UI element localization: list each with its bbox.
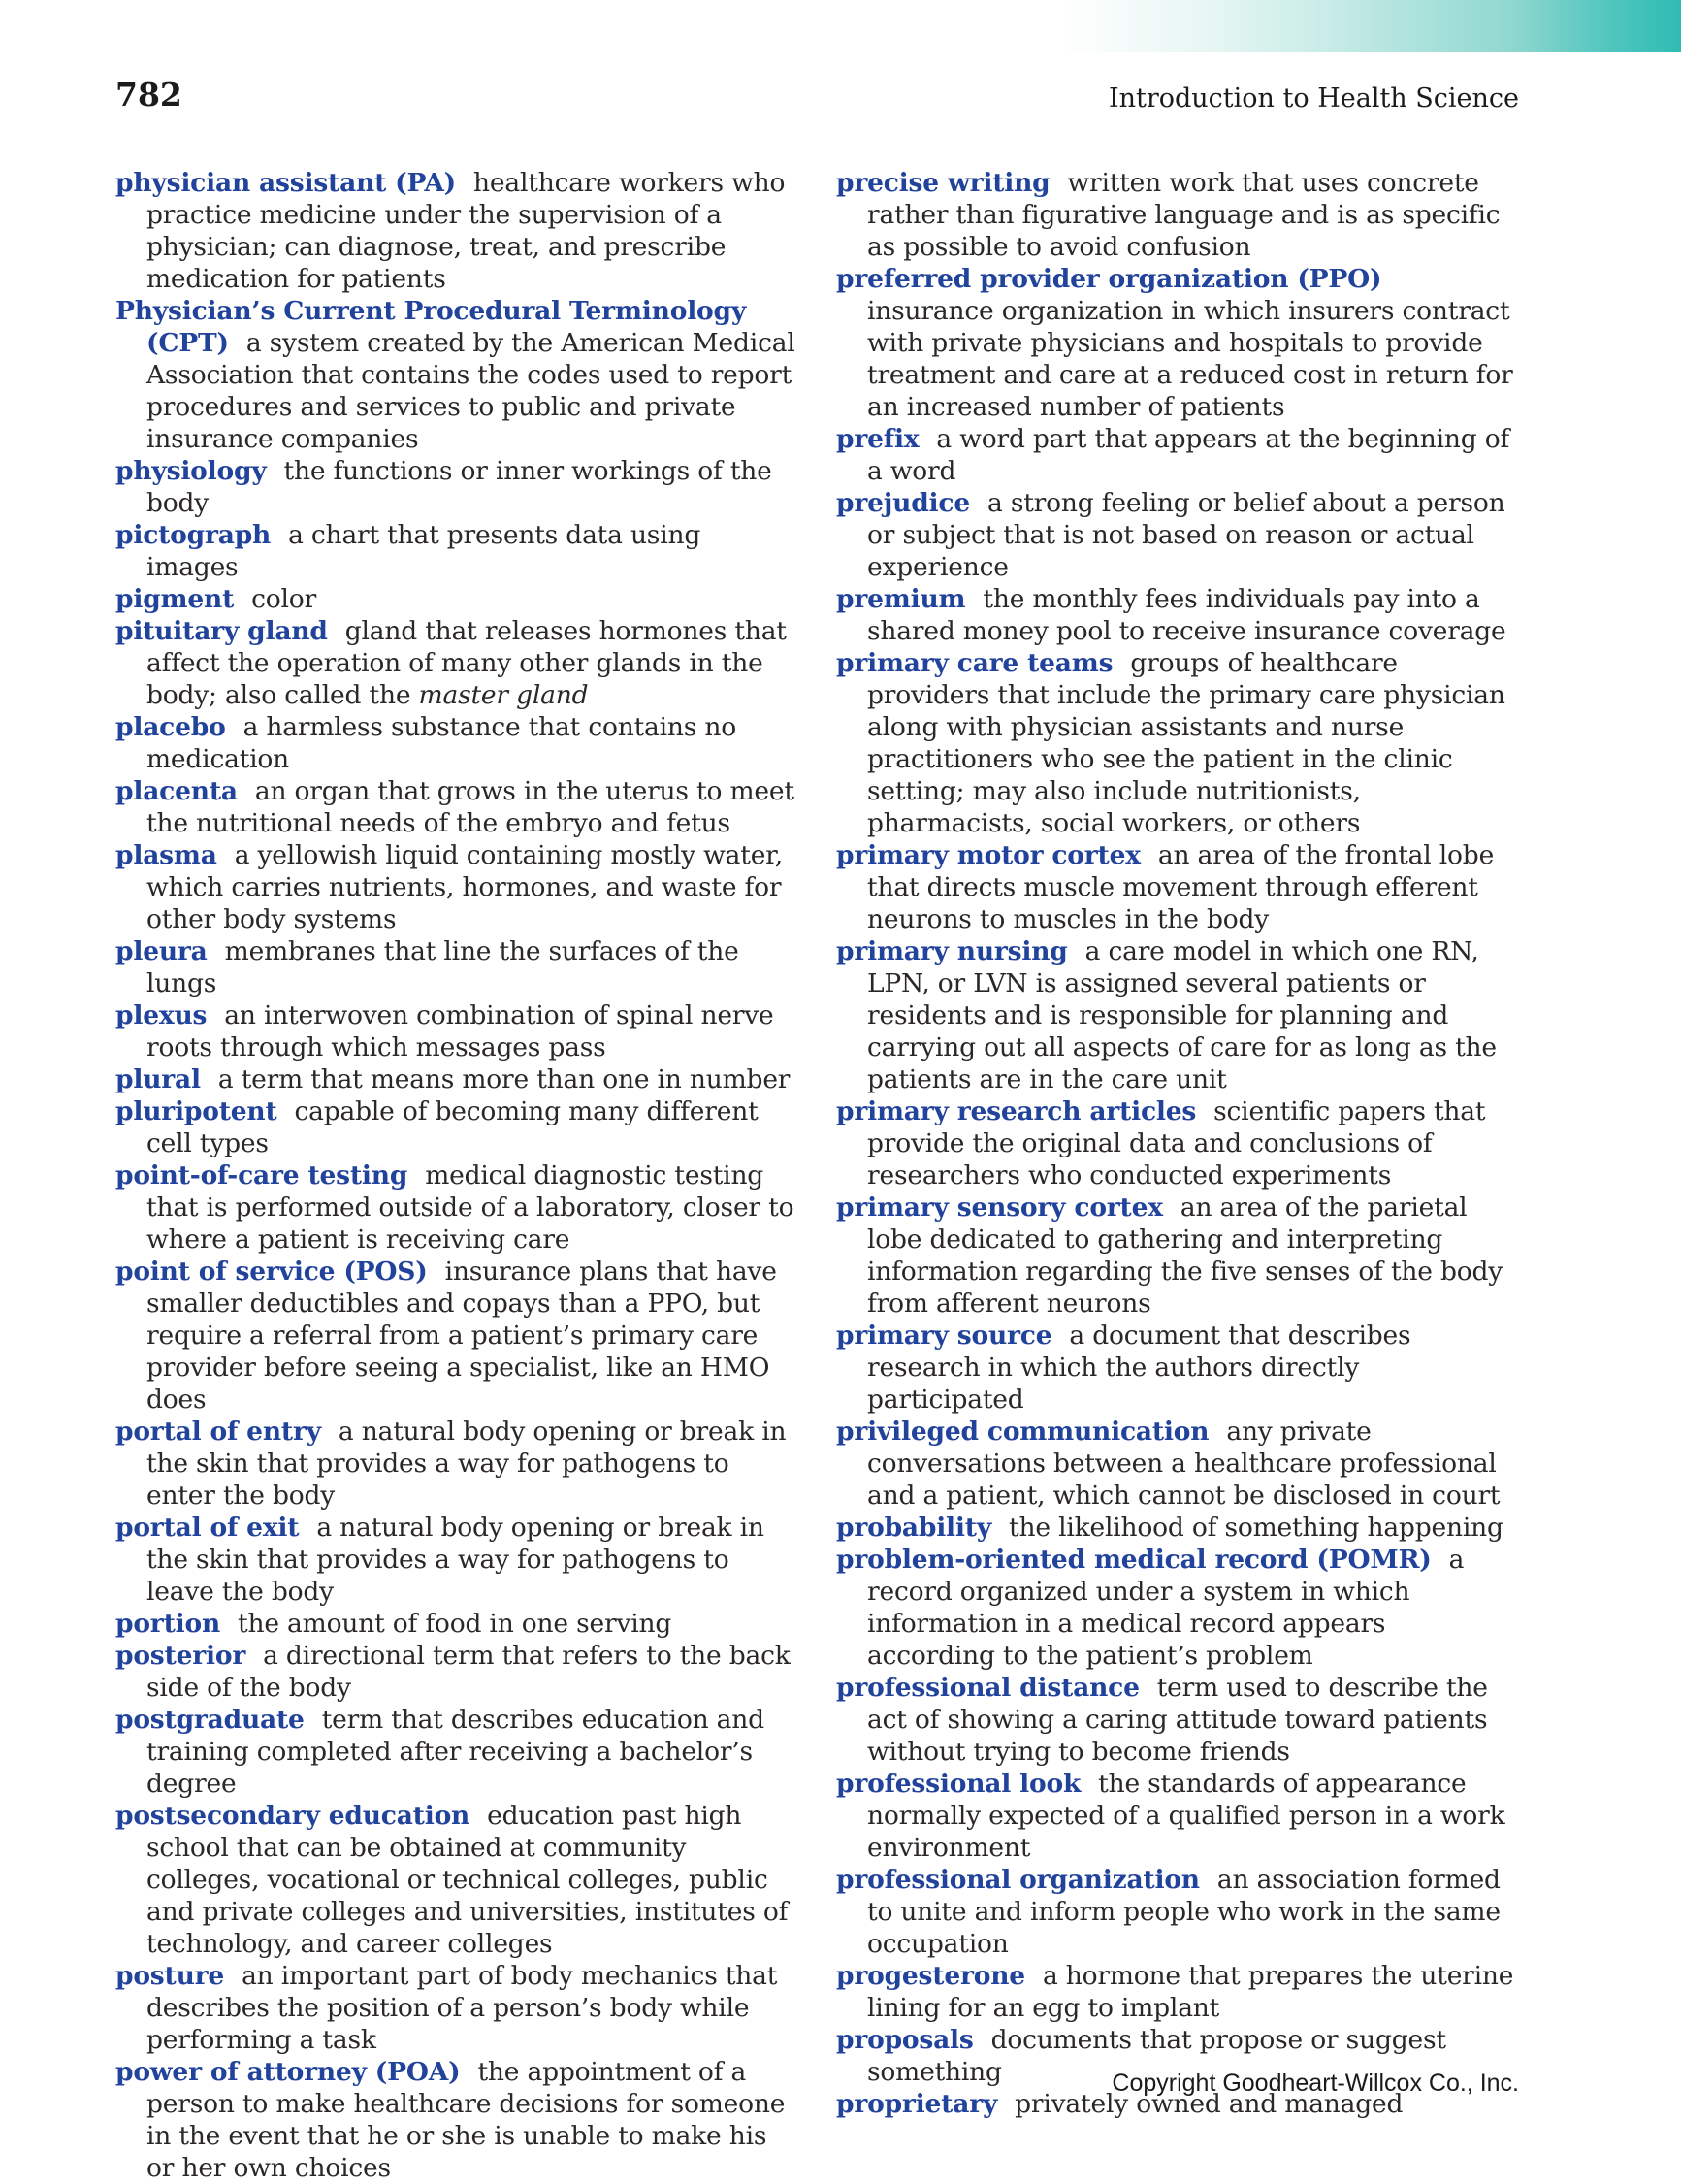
glossary-term: proprietary (836, 2089, 998, 2119)
glossary-entry (115, 583, 797, 615)
glossary-definition: a care model in which one RN, LPN, or LVN is assigned several patients or residents and is responsible for planning and carrying out all aspects of care for as long as the patients are in the care unit (867, 936, 1497, 1094)
glossary-entry (836, 1095, 1518, 1191)
glossary-entry (836, 263, 1518, 423)
glossary-term: portal of exit (115, 1513, 300, 1543)
glossary-columns (115, 167, 1519, 2184)
glossary-definition: privately owned and managed (1015, 2089, 1404, 2119)
glossary-term: primary motor cortex (836, 840, 1141, 870)
glossary-entry (115, 295, 797, 455)
glossary-term: pigment (115, 584, 235, 614)
glossary-entry (115, 615, 797, 711)
glossary-term: primary sensory cortex (836, 1192, 1163, 1222)
glossary-column-left (115, 167, 797, 2184)
glossary-definition: a term that means more than one in number (217, 1064, 791, 1094)
glossary-entry (836, 1864, 1518, 1960)
glossary-definition: an area of the parietal lobe dedicated to gathering and interpreting information regarding the five senses of the body from afferent neurons (867, 1192, 1503, 1319)
glossary-definition: the likelihood of something happening (1009, 1513, 1503, 1543)
teal-gradient-bar (0, 0, 1681, 52)
glossary-entry (115, 1512, 797, 1608)
glossary-definition: education past high school that can be obtained at community colleges, vocational or technical colleges, public and private colleges and universities, institutes of technology, and career colleges (146, 1801, 789, 1959)
glossary-term: physiology (115, 456, 267, 486)
glossary-term: plexus (115, 1000, 208, 1030)
glossary-definition: a natural body opening or break in the skin that provides a way for pathogens to enter the body (146, 1417, 787, 1511)
glossary-term: plasma (115, 840, 217, 870)
glossary-definition: a record organized under a system in which information in a medical record appears according to the patient’s problem (867, 1545, 1465, 1671)
glossary-term: physician assistant (PA) (115, 168, 457, 198)
glossary-term: professional look (836, 1769, 1082, 1799)
glossary-term: problem-oriented medical record (POMR) (836, 1545, 1432, 1575)
glossary-entry (115, 1063, 797, 1095)
glossary-definition: capable of becoming many different cell types (146, 1096, 759, 1158)
glossary-term: probability (836, 1513, 992, 1543)
glossary-entry (115, 1095, 797, 1159)
glossary-entry (115, 1416, 797, 1512)
glossary-term: premium (836, 584, 966, 614)
glossary-entry (115, 2056, 797, 2184)
glossary-entry (836, 1191, 1518, 1320)
glossary-entry (115, 455, 797, 519)
glossary-term: preferred provider organization (PPO) (836, 264, 1382, 294)
glossary-entry (115, 935, 797, 999)
glossary-term: primary nursing (836, 936, 1068, 966)
glossary-definition: the standards of appearance normally expected of a qualified person in a work environment (867, 1769, 1505, 1863)
glossary-entry (836, 1320, 1518, 1416)
glossary-definition: a directional term that refers to the back side of the body (146, 1641, 791, 1703)
glossary-definition: term that describes education and training completed after receiving a bachelor’s degree (146, 1705, 764, 1799)
glossary-term: power of attorney (POA) (115, 2057, 461, 2087)
glossary-term: professional organization (836, 1865, 1200, 1895)
glossary-term: placenta (115, 776, 238, 806)
glossary-definition: a hormone that prepares the uterine lining for an egg to implant (867, 1961, 1514, 2023)
glossary-term: progesterone (836, 1961, 1025, 1991)
glossary-definition: color (251, 584, 317, 614)
glossary-entry (836, 1512, 1518, 1544)
glossary-entry (115, 775, 797, 839)
glossary-term: privileged communication (836, 1417, 1210, 1447)
glossary-entry (836, 423, 1518, 487)
glossary-definition: healthcare workers who practice medicine under the supervision of a physician; can diagnose, treat, and prescribe medication for patients (146, 168, 786, 294)
glossary-entry (115, 519, 797, 583)
glossary-entry (115, 167, 797, 295)
glossary-definition: a document that describes research in which the authors directly participated (867, 1320, 1411, 1415)
glossary-definition: the functions or inner workings of the body (146, 456, 772, 518)
glossary-term: prefix (836, 424, 920, 454)
glossary-definition: membranes that line the surfaces of the lungs (146, 936, 739, 998)
glossary-entry (836, 935, 1518, 1095)
glossary-entry (115, 711, 797, 775)
glossary-entry (115, 839, 797, 935)
glossary-definition: insurance plans that have smaller deductibles and copays than a PPO, but require a referral from a patient’s primary care provider before seeing a specialist, like an HMO does (146, 1256, 777, 1415)
glossary-definition: a natural body opening or break in the skin that provides a way for pathogens to leave the body (146, 1513, 764, 1607)
glossary-term: pleura (115, 936, 208, 966)
glossary-term: posture (115, 1961, 225, 1991)
glossary-definition: insurance organization in which insurers contract with private physicians and hospitals to provide treatment and care at a reduced cost in return for an increased number of patients (867, 296, 1513, 422)
glossary-term: pluripotent (115, 1096, 277, 1126)
glossary-term: portal of entry (115, 1417, 321, 1447)
glossary-entry (836, 167, 1518, 263)
glossary-entry (836, 1768, 1518, 1864)
glossary-term: postsecondary education (115, 1801, 470, 1831)
glossary-term: pituitary gland (115, 616, 328, 646)
glossary-definition: the amount of food in one serving (238, 1609, 672, 1639)
glossary-entry (115, 1800, 797, 1960)
glossary-term: pictograph (115, 520, 272, 550)
glossary-entry (115, 1255, 797, 1416)
glossary-definition: the monthly fees individuals pay into a shared money pool to receive insurance coverage (867, 584, 1506, 646)
glossary-entry (115, 1704, 797, 1800)
glossary-term: posterior (115, 1641, 246, 1671)
glossary-definition: a system created by the American Medical Association that contains the codes used to report procedures and services to public and private insurance companies (146, 328, 795, 454)
glossary-definition: written work that uses concrete rather than figurative language and is as specific as possible to avoid confusion (867, 168, 1501, 262)
glossary-definition: scientific papers that provide the original data and conclusions of researchers who conducted experiments (867, 1096, 1486, 1190)
glossary-definition: gland that releases hormones that affect the operation of many other glands in the body; also called the master gland (146, 616, 787, 710)
glossary-term: portion (115, 1609, 221, 1639)
glossary-definition: an important part of body mechanics that describes the position of a person’s body while performing a task (146, 1961, 778, 2055)
glossary-definition: a strong feeling or belief about a person or subject that is not based on reason or actual experience (867, 488, 1505, 582)
glossary-definition: term used to describe the act of showing a caring attitude toward patients without trying to become friends (867, 1673, 1488, 1767)
glossary-entry (836, 583, 1518, 647)
glossary-definition: a harmless substance that contains no medication (146, 712, 737, 774)
glossary-entry (836, 487, 1518, 583)
glossary-definition: an area of the frontal lobe that directs muscle movement through efferent neurons to muscles in the body (867, 840, 1495, 934)
copyright-text: Copyright Goodheart-Willcox Co., Inc. (1112, 2070, 1519, 2097)
glossary-definition: an association formed to unite and inform people who work in the same occupation (867, 1865, 1501, 1959)
glossary-entry (836, 839, 1518, 935)
glossary-entry (115, 999, 797, 1063)
glossary-entry (115, 1960, 797, 2056)
glossary-definition: groups of healthcare providers that include the primary care physician along with physician assistants and nurse practitioners who see the patient in the clinic setting; may also include nutritionists, pharmacists, social workers, or others (867, 648, 1505, 838)
glossary-term: point of service (POS) (115, 1256, 428, 1287)
glossary-term: primary research articles (836, 1096, 1197, 1126)
glossary-definition: a yellowish liquid containing mostly water, which carries nutrients, hormones, and waste for other body systems (146, 840, 783, 934)
glossary-term: point-of-care testing (115, 1160, 408, 1190)
glossary-term: professional distance (836, 1673, 1140, 1703)
glossary-column-right (836, 167, 1518, 2184)
glossary-definition: a word part that appears at the beginning of a word (867, 424, 1510, 486)
glossary-entry (115, 1159, 797, 1255)
glossary-entry (836, 647, 1518, 839)
glossary-definition: any private conversations between a healthcare professional and a patient, which cannot be disclosed in court (867, 1417, 1501, 1511)
glossary-entry (836, 1416, 1518, 1512)
glossary-definition: documents that propose or suggest something (867, 2025, 1446, 2087)
glossary-entry (115, 1608, 797, 1640)
running-head: Introduction to Health Science (1108, 83, 1519, 114)
glossary-term: postgraduate (115, 1705, 305, 1735)
glossary-term: proposals (836, 2025, 974, 2055)
glossary-entry (836, 1960, 1518, 2024)
glossary-term: placebo (115, 712, 226, 742)
glossary-entry (836, 1544, 1518, 1672)
glossary-definition: an organ that grows in the uterus to meet the nutritional needs of the embryo and fetus (146, 776, 794, 838)
glossary-entry (836, 1672, 1518, 1768)
glossary-definition: medical diagnostic testing that is performed outside of a laboratory, closer to where a patient is receiving care (146, 1160, 794, 1255)
glossary-term: primary care teams (836, 648, 1114, 678)
glossary-definition: the appointment of a person to make healthcare decisions for someone in the event that he or she is unable to make his or her own choices (146, 2057, 786, 2183)
glossary-definition: a chart that presents data using images (146, 520, 701, 582)
page-number: 782 (115, 76, 182, 114)
glossary-term: precise writing (836, 168, 1051, 198)
glossary-entry (115, 1640, 797, 1704)
glossary-definition: an interwoven combination of spinal nerve roots through which messages pass (146, 1000, 774, 1062)
glossary-term: Physician’s Current Procedural Terminology (CPT) (115, 296, 747, 358)
glossary-term: plural (115, 1064, 201, 1094)
glossary-term: prejudice (836, 488, 970, 518)
glossary-term: primary source (836, 1320, 1052, 1351)
